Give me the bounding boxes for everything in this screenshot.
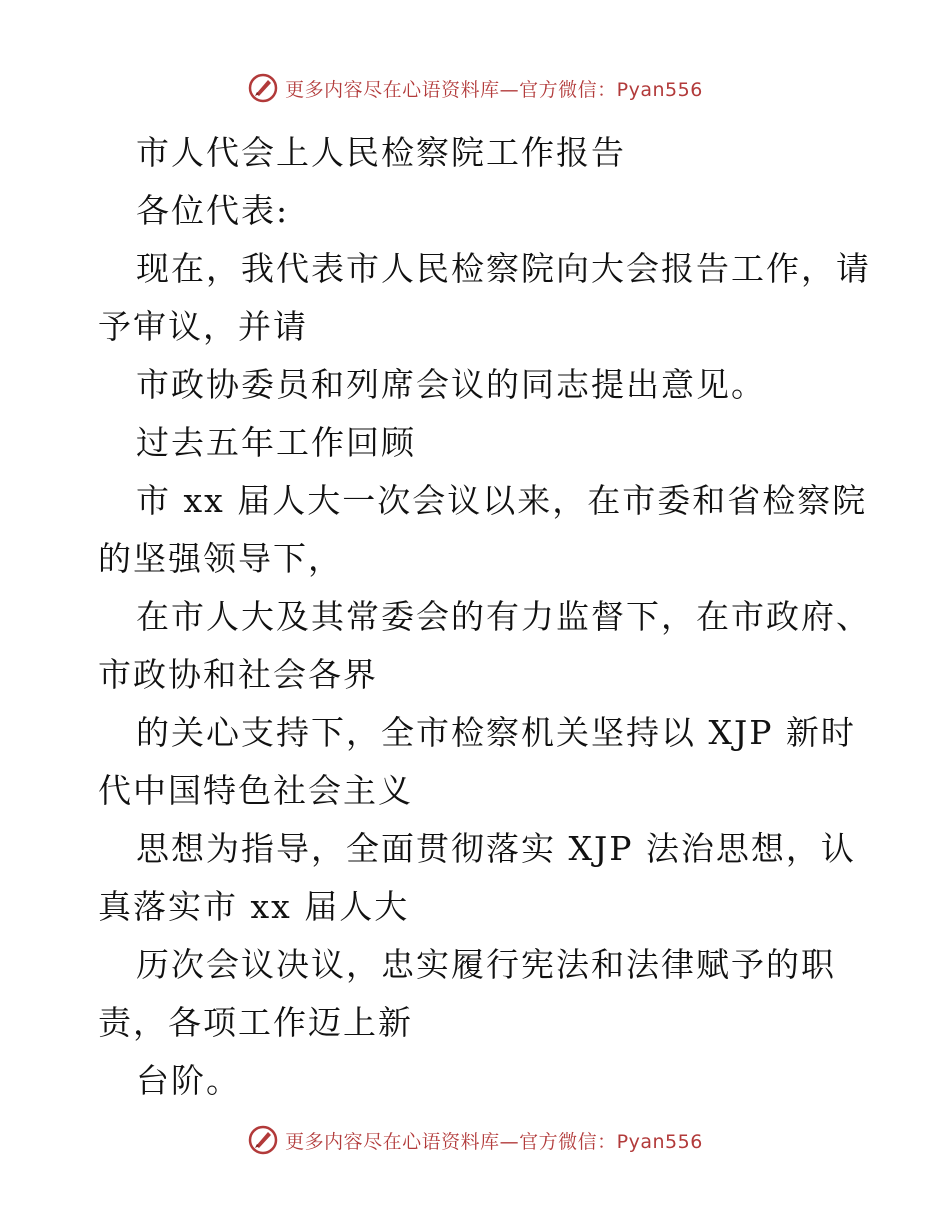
paragraph-line: 历次会议决议，忠实履行宪法和法律赋予的职 [136, 945, 836, 984]
header-watermark [0, 72, 950, 104]
document-body [98, 124, 871, 1110]
section-heading: 过去五年工作回顾 [136, 423, 416, 462]
footer-watermark [0, 1124, 950, 1156]
paragraph-line: 现在，我代表市人民检察院向大会报告工作，请 [136, 249, 871, 288]
brush-logo-icon [247, 1124, 279, 1156]
paragraph-line: 责，各项工作迈上新 [98, 1003, 413, 1042]
paragraph-line: 思想为指导，全面贯彻落实 XJP 法治思想，认 [136, 829, 856, 868]
watermark-text: 更多内容尽在心语资料库—官方微信：Pyan556 [285, 78, 703, 101]
watermark-text: 更多内容尽在心语资料库—官方微信：Pyan556 [285, 1130, 703, 1153]
paragraph-line: 在市人大及其常委会的有力监督下，在市政府、 [136, 597, 871, 636]
paragraph-line: 市政协和社会各界 [98, 655, 378, 694]
brush-logo-icon [247, 72, 279, 104]
paragraph-line: 予审议，并请 [98, 307, 308, 346]
salutation: 各位代表: [136, 191, 290, 230]
paragraph-line: 代中国特色社会主义 [98, 771, 413, 810]
paragraph-line: 的关心支持下，全市检察机关坚持以 XJP 新时 [136, 713, 856, 752]
paragraph-line: 的坚强领导下， [98, 539, 343, 578]
paragraph-line: 真落实市 xx 届人大 [98, 887, 410, 926]
paragraph-line: 台阶。 [136, 1061, 241, 1100]
document-title: 市人代会上人民检察院工作报告 [136, 133, 626, 172]
paragraph-line: 市政协委员和列席会议的同志提出意见。 [136, 365, 766, 404]
paragraph-line: 市 xx 届人大一次会议以来，在市委和省检察院 [136, 481, 868, 520]
